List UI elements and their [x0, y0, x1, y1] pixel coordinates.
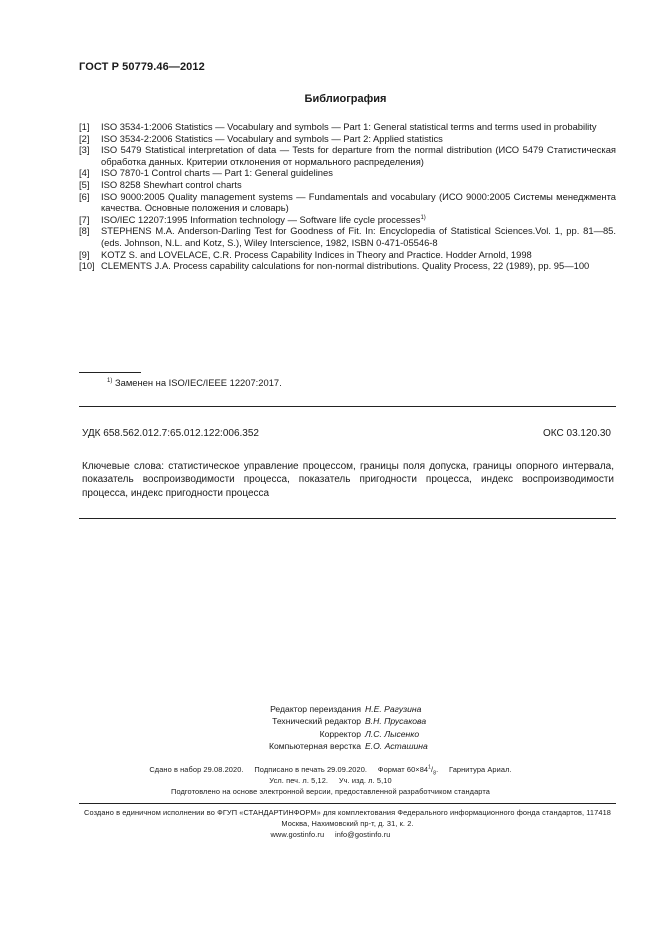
bibliography-text: ISO/IEC 12207:1995 Information technology — Software life cycle processes [101, 213, 421, 225]
publication-line-2 [0, 776, 661, 787]
font-name: Гарнитура Ариал. [449, 765, 512, 774]
footnote-text: Заменен на ISO/IEC/IEEE 12207:2017. [114, 377, 282, 388]
editor-row [0, 728, 661, 740]
publisher-contacts [0, 830, 661, 841]
footnote-divider [79, 372, 141, 373]
bibliography-text: ISO 8258 Shewhart control charts [101, 178, 242, 190]
bibliography-item [79, 249, 616, 261]
footnote-reference[interactable]: 1) [420, 214, 426, 221]
bibliography-number: [3] [79, 144, 90, 156]
typeset-date: Сдано в набор 29.08.2020. [149, 765, 244, 774]
bibliography-text: ISO 7870-1 Control charts — Part 1: General guidelines [101, 167, 333, 179]
udk-code: УДК 658.562.012.7:65.012.122:006.352 [82, 428, 259, 439]
bibliography-number: [10] [79, 260, 95, 272]
footnote-marker: 1) [107, 377, 113, 384]
bibliography-number: [2] [79, 132, 90, 144]
bibliography-item [79, 133, 616, 145]
bibliography-number: [1] [79, 121, 90, 132]
website-link[interactable]: www.gostinfo.ru [270, 830, 325, 839]
bibliography-text: CLEMENTS J.A. Process capability calculations for non-normal distributions. Quality Process, 22 (1989), pp. 95—100 [101, 260, 590, 272]
bibliography-number: [4] [79, 167, 90, 179]
editor-role: Компьютерная верстка [268, 741, 361, 752]
bibliography-number: [9] [79, 248, 90, 260]
bibliography-item [79, 179, 616, 191]
publication-sheets: Уч. изд. л. 5,10 [338, 776, 392, 785]
editor-name: Н.Е. Рагузина [365, 704, 422, 714]
editor-row [0, 703, 661, 715]
bibliography-text-with-footnote [101, 214, 616, 226]
bibliography-text: ISO 5479 Statistical interpretation of data — Tests for departure from the normal distribution (ИСО 5479 Статистическая обработка данных. Критерии отклонения от нормального распределения) [101, 144, 616, 167]
bibliography-item [79, 121, 616, 133]
bibliography-list [79, 121, 616, 272]
bibliography-item [79, 167, 616, 179]
editors-block [0, 703, 661, 753]
bibliography-text: ISO 3534-1:2006 Statistics — Vocabulary and symbols — Part 1: General statistical terms and terms used in probability [101, 121, 597, 132]
editor-role: Редактор переиздания [270, 704, 361, 714]
editor-role: Корректор [319, 728, 361, 739]
bibliography-text: ISO 9000:2005 Quality management systems — Fundamentals and vocabulary (ИСО 9000:2005 Системы менеджмента качества. Основные положения и словарь) [101, 190, 616, 214]
footnote [107, 377, 282, 388]
editor-name: Л.С. Лысенко [365, 728, 420, 739]
publisher-info: Создано в единичном исполнении во ФГУП «СТАНДАРТИНФОРМ» для комплектования Федерального информационного фонда стандартов, 117418 Москва, Нахимовский пр-т, д. 31, к. 2. [84, 808, 611, 828]
bibliography-item [79, 260, 616, 272]
section-divider-bottom [79, 518, 616, 519]
publication-line-1 [0, 765, 661, 776]
editor-role: Технический редактор [272, 716, 361, 727]
section-divider-top [79, 406, 616, 407]
bibliography-title: Библиография [304, 93, 387, 105]
bibliography-text: KOTZ S. and LOVELACE, C.R. Process Capability Indices in Theory and Practice. Hodder Arnold, 1998 [101, 248, 532, 260]
signed-date: Подписано в печать 29.09.2020. [254, 765, 368, 774]
page-header-standard-code: ГОСТ Р 50779.46—2012 [79, 61, 205, 73]
bibliography-text: ISO 3534-2:2006 Statistics — Vocabulary and symbols — Part 2: Applied statistics [101, 132, 443, 144]
editor-row [0, 715, 661, 727]
bibliography-item [79, 191, 616, 214]
bibliography-number: [6] [79, 190, 90, 202]
keywords: Ключевые слова: статистическое управление процессом, границы поля допуска, границы опорного интервала, показатель воспроизводимости процесса, показатель пригодности процесса, индекс воспроизводимости процесса, индекс пригодности процесса [82, 461, 614, 499]
bibliography-item [79, 214, 616, 226]
bibliography-number: [5] [79, 178, 90, 190]
bibliography-text: STEPHENS M.A. Anderson-Darling Test for Goodness of Fit. In: Encyclopedia of Statistical Sciences.Vol. 1, pp. 81—85. (eds. Johnson, N.L. and Kotz, S.), Wiley Interscience, 1982, ISBN 0-471-05546-8 [101, 225, 616, 248]
editor-row [0, 740, 661, 752]
print-sheets: Усл. печ. л. 5,12. [269, 776, 329, 785]
editor-name: Е.О. Асташина [365, 741, 428, 752]
bibliography-item [79, 144, 616, 167]
paper-format: Формат $60\times 84^1/_8$. [377, 764, 439, 777]
email-link[interactable]: info@gostinfo.ru [334, 830, 391, 839]
prepared-note: Подготовлено на основе электронной версии, предоставленной разработчиком стандарта [171, 787, 490, 796]
bibliography-number: [8] [79, 225, 90, 237]
editor-name: В.Н. Прусакова [365, 716, 427, 727]
publisher-divider [79, 803, 616, 804]
bibliography-number: [7] [79, 213, 90, 225]
oks-code: ОКС 03.120.30 [543, 428, 611, 439]
bibliography-item [79, 225, 616, 248]
